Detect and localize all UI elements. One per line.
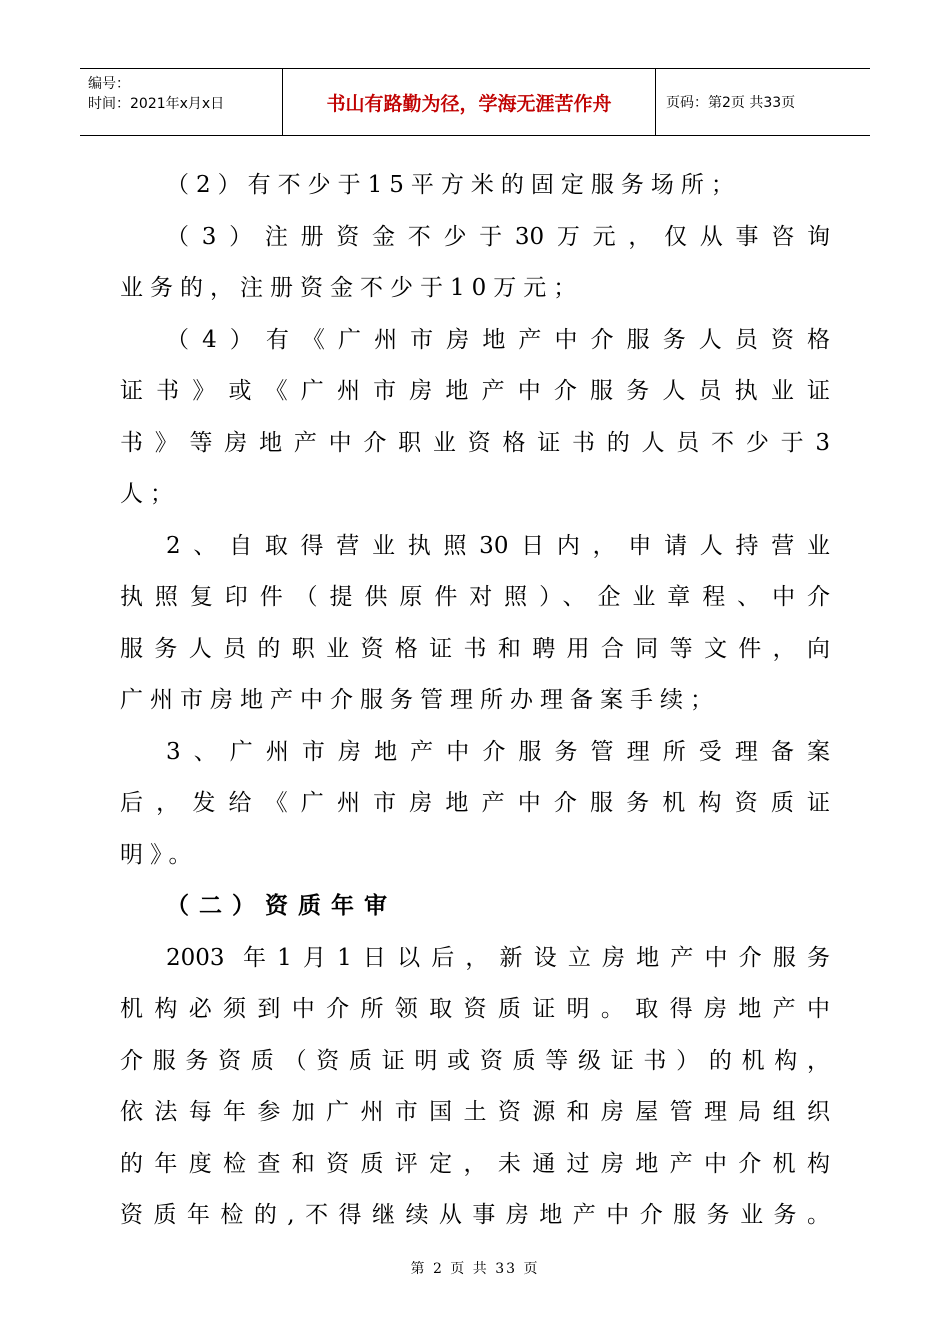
text-line: 服务人员的职业资格证书和聘用合同等文件，向 [120, 635, 830, 662]
text-line: 证书》或《广州市房地产中介服务人员执业证 [120, 378, 830, 404]
text-line: 书》等房地产中介职业资格证书的人员不少于3 [120, 429, 830, 456]
text-line: 后，发给《广州市房地产中介服务机构资质证 [120, 790, 830, 816]
text-line: 资质年检的,不得继续从事房地产中介服务业务。 [120, 1202, 830, 1228]
text-line: 人； [120, 481, 180, 507]
text-line: 2003 年1月1日以后，新设立房地产中介服务 [166, 944, 830, 971]
text-line: 3、广州市房地产中介服务管理所受理备案 [166, 738, 830, 765]
text-line: （4）有《广州市房地产中介服务人员资格 [166, 326, 830, 353]
section-heading: （二）资质年审 [166, 893, 397, 919]
text-line: （3）注册资金不少于30万元，仅从事咨询 [166, 223, 830, 250]
document-body [120, 160, 830, 1242]
text-line: 业务的，注册资金不少于10万元； [120, 275, 584, 301]
header-motto: 书山有路勤为径，学海无涯苦作舟 [283, 69, 656, 135]
page-footer: 第 2 页 共 33 页 [410, 1261, 540, 1277]
document-number-label: 编号： [88, 76, 130, 92]
text-line: 2、自取得营业执照30日内，申请人持营业 [166, 532, 830, 559]
text-line: 介服务资质（资质证明或资质等级证书）的机构， [120, 1047, 830, 1074]
text-line: 依法每年参加广州市国土资源和房屋管理局组织 [120, 1099, 830, 1125]
header-meta [80, 69, 283, 135]
document-time-label: 时间：2021年x月x日 [88, 96, 225, 112]
text-line: 明》。 [120, 841, 199, 868]
text-line: 执照复印件（提供原件对照）、企业章程、中介 [120, 584, 830, 610]
text-line: 广州市房地产中介服务管理所办理备案手续； [120, 687, 720, 713]
text-line: 机构必须到中介所领取资质证明。取得房地产中 [120, 996, 830, 1022]
text-line: 的年度检查和资质评定，未通过房地产中介机构 [120, 1150, 830, 1177]
header-page-info: 页码：第2页 共33页 [666, 95, 796, 111]
page-header [80, 68, 870, 136]
text-line: （2）有不少于15平方米的固定服务场所； [166, 172, 741, 198]
